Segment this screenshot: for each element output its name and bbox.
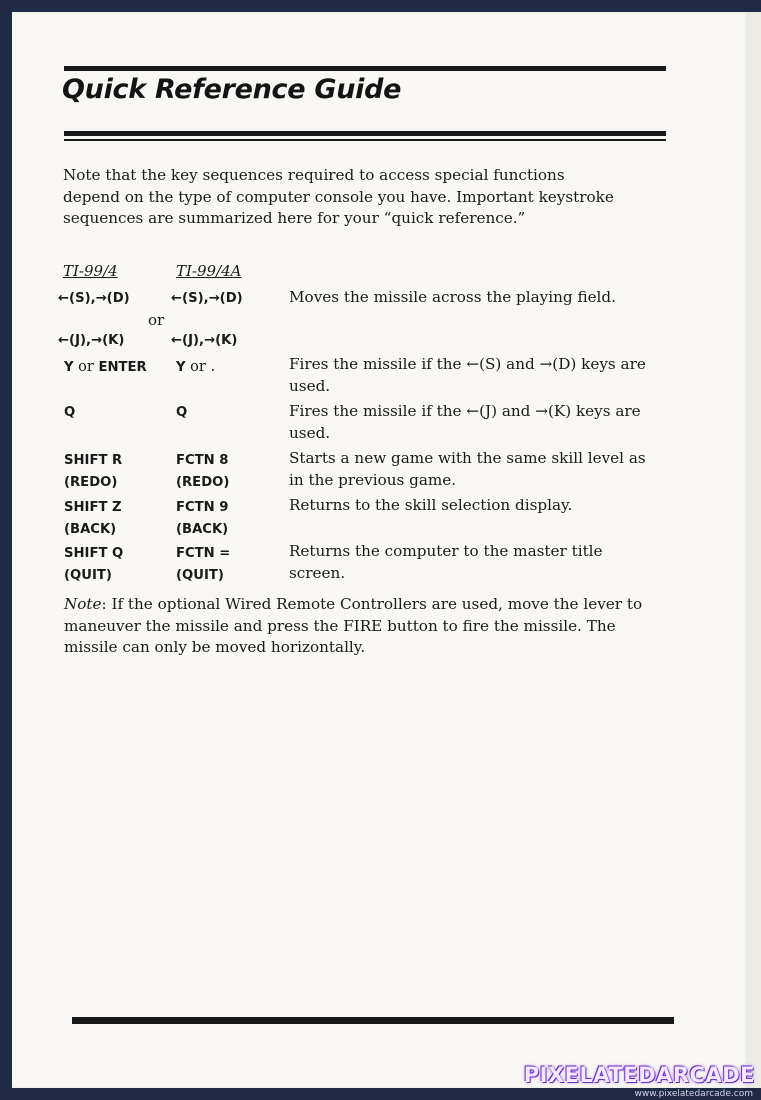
note-label: Note [64,595,102,613]
key-ti994a-fire-sd [176,356,215,379]
key-fctn-8: FCTN 8 [176,453,229,468]
desc-quit: Returns the computer to the master title screen. [289,542,603,582]
top-rule [64,66,666,71]
key-or-text: or [73,359,99,375]
key-redo-label-4a: (REDO) [176,475,230,490]
key-ti994a-fire-jk: Q [176,405,188,420]
column-header-ti994: TI-99/4 [63,262,118,280]
key-ti994-redo [64,450,122,494]
key-ti994a-redo [176,450,229,494]
title-underline-thin [64,139,666,141]
intro-paragraph: Note that the key sequences required to access special functions depend on the type of computer console you have. Important keystroke sequences are summarized here for your “quick reference.” [63,166,614,227]
key-shift-q: SHIFT Q [64,546,124,561]
watermark-url: www.pixelatedarcade.com [634,1089,753,1099]
title-underline-thick [64,131,666,136]
key-ti994a-back [176,497,229,541]
key-quit-label: (QUIT) [64,568,112,583]
key-fctn-9: FCTN 9 [176,500,229,515]
or-label: or [148,311,165,329]
key-ti994a-move-jk: ←(J),→(K) [171,333,238,348]
key-y: Y [64,360,74,375]
key-shift-z: SHIFT Z [64,500,122,515]
desc-move: Moves the missile across the playing field. [289,288,616,306]
page-edge [748,12,761,1088]
key-quit-label-4a: (QUIT) [176,568,224,583]
desc-redo: Starts a new game with the same skill level as in the previous game. [289,449,646,489]
key-fctn-equals: FCTN = [176,546,231,561]
key-ti994-fire-jk: Q [64,405,76,420]
key-back-label: (BACK) [64,522,117,537]
key-enter: ENTER [98,360,147,375]
note-paragraph [64,594,644,659]
desc-fire-sd: Fires the missile if the ←(S) and →(D) keys are used. [289,355,646,395]
column-header-ti994a: TI-99/4A [176,262,242,280]
key-ti994-quit [64,543,123,587]
key-ti994-back [64,497,122,541]
key-ti994-fire-sd [64,356,147,379]
key-or-period: or . [185,359,216,375]
watermark-brand: PIXELATEDARCADE [523,1063,755,1087]
key-redo-label: (REDO) [64,475,118,490]
key-ti994a-quit [176,543,230,587]
bottom-rule [72,1017,674,1024]
key-ti994a-move-sd: ←(S),→(D) [171,291,243,306]
page-title: Quick Reference Guide [62,74,402,105]
key-y-4a: Y [176,360,186,375]
key-ti994-move-jk: ←(J),→(K) [58,333,125,348]
desc-back: Returns to the skill selection display. [289,496,573,514]
key-shift-r: SHIFT R [64,453,123,468]
key-back-label-4a: (BACK) [176,522,229,537]
key-ti994-move-sd: ←(S),→(D) [58,291,130,306]
note-text: : If the optional Wired Remote Controllers are used, move the lever to maneuver the missile and press the FIRE button to fire the missile. The missile can only be moved horizontally. [64,595,643,656]
desc-fire-jk: Fires the missile if the ←(J) and →(K) keys are used. [289,402,641,442]
